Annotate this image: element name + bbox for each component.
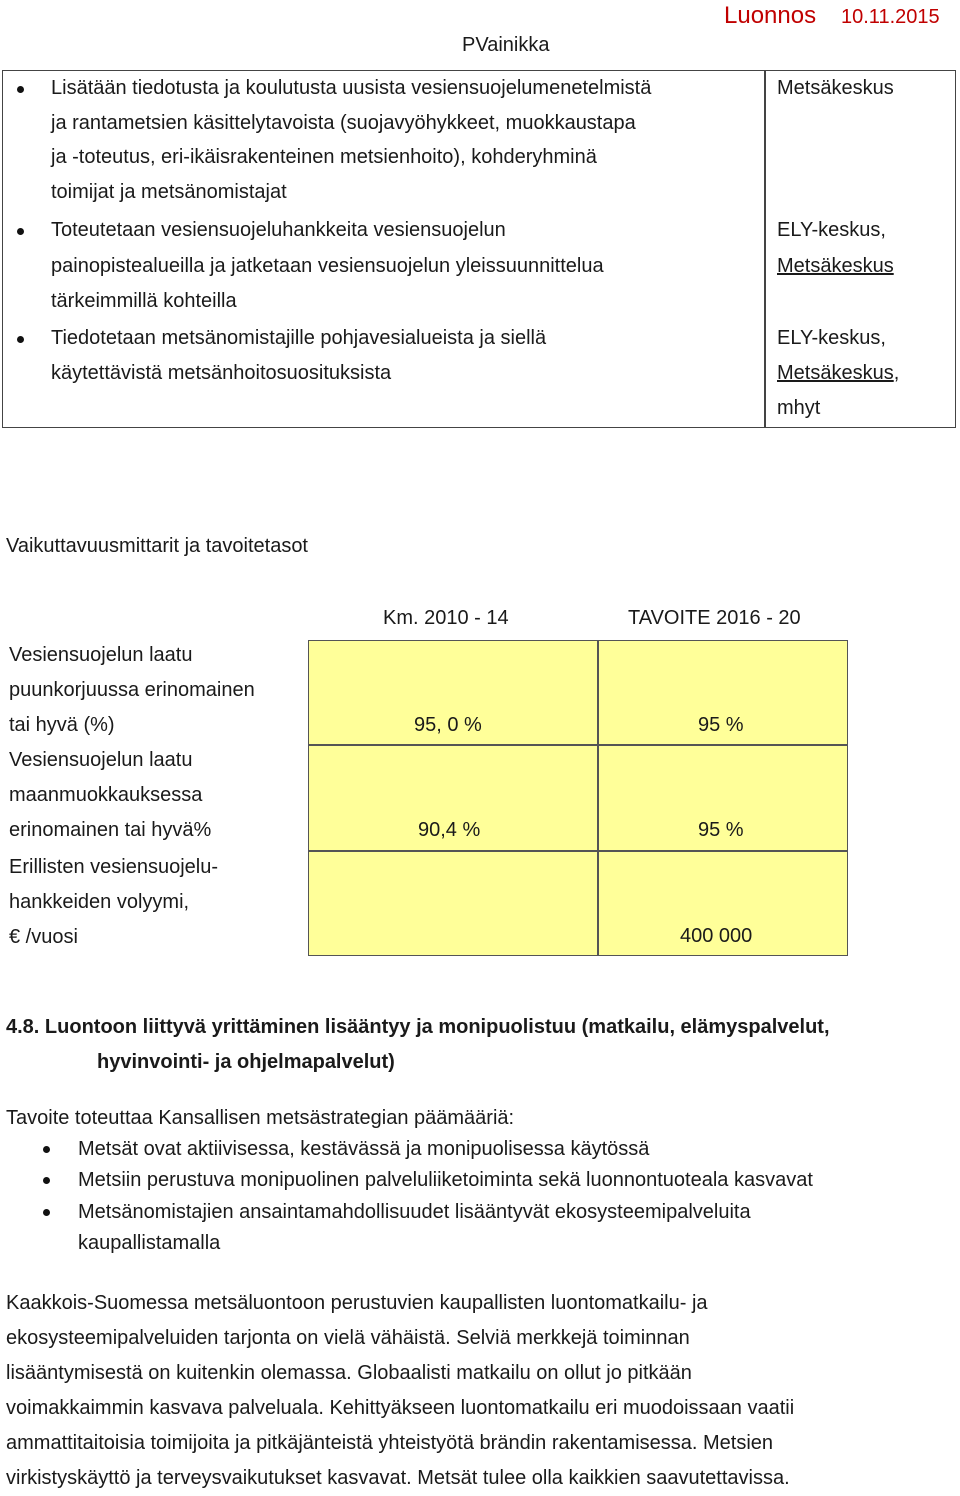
indicator-2-average: 90,4 % — [418, 819, 481, 841]
measure-2-actor-1: ELY-keskus, — [777, 219, 886, 241]
measure-3-actor-2-comma: , — [893, 362, 900, 384]
goal-1: Metsät ovat aktiivisessa, kestävässä ja monipuolisessa käytössä — [78, 1138, 650, 1160]
indicator-row-divider — [308, 850, 848, 852]
indicator-1-label-1: Vesiensuojelun laatu — [9, 644, 193, 666]
indicator-2-label-3: erinomainen tai hyvä% — [9, 819, 212, 841]
bullet-icon — [17, 228, 24, 235]
section-heading-line-2: hyvinvointi- ja ohjelmapalvelut) — [97, 1051, 395, 1073]
measure-1-line-1: Lisätään tiedotusta ja koulutusta uusista vesiensuojelumenetelmistä — [51, 77, 652, 99]
bullet-icon — [43, 1209, 50, 1216]
measure-3-actor-2: Metsäkeskus — [777, 362, 894, 384]
measure-2-line-1: Toteutetaan vesiensuojeluhankkeita vesiensuojelun — [51, 219, 506, 241]
indicator-1-label-3: tai hyvä (%) — [9, 714, 115, 736]
paragraph-line-3: lisääntymisestä on kuitenkin olemassa. Globaalisti matkailu on ollut jo pitkään — [6, 1362, 692, 1384]
measure-2-line-3: tärkeimmillä kohteilla — [51, 290, 237, 312]
measure-3-line-2: käytettävistä metsänhoitosuosituksista — [51, 362, 392, 384]
indicator-3-target: 400 000 — [680, 925, 753, 947]
goal-3-line-2: kaupallistamalla — [78, 1232, 221, 1254]
indicator-2-label-2: maanmuokkauksessa — [9, 784, 203, 806]
col-header-average: Km. 2010 - 14 — [383, 607, 509, 629]
draft-date: 10.11.2015 — [841, 6, 940, 28]
measure-3-actor-3: mhyt — [777, 397, 821, 419]
indicator-1-label-2: puunkorjuussa erinomainen — [9, 679, 255, 701]
col-header-target: TAVOITE 2016 - 20 — [628, 607, 801, 629]
section-heading-line-1: 4.8. Luontoon liittyvä yrittäminen lisääntyy ja monipuolistuu (matkailu, elämyspalvelut, — [6, 1016, 830, 1038]
indicator-3-label-1: Erillisten vesiensuojelu- — [9, 856, 218, 878]
measure-3-actor-1: ELY-keskus, — [777, 327, 886, 349]
paragraph-line-5: ammattitaitoisia toimijoita ja pitkäjänteistä yhteistyötä brändin rakentamisessa. Metsien — [6, 1432, 774, 1454]
draft-label: Luonnos — [724, 2, 817, 29]
paragraph-line-6: virkistyskäyttö ja terveysvaikutukset kasvavat. Metsät tulee olla kaikkien saavutettavissa. — [6, 1467, 790, 1489]
bullet-icon — [43, 1146, 50, 1153]
measure-2-line-2: painopistealueilla ja jatketaan vesiensuojelun yleissuunnittelua — [51, 255, 604, 277]
indicator-col-divider — [597, 640, 599, 956]
goal-intro: Tavoite toteuttaa Kansallisen metsästrategian päämääriä: — [6, 1107, 515, 1129]
indicator-row-divider — [308, 744, 848, 746]
header-title: PVainikka — [462, 34, 550, 56]
measure-1-line-2: ja rantametsien käsittelytavoista (suojavyöhykkeet, muokkaustapa — [51, 112, 636, 134]
indicator-3-label-3: € /vuosi — [9, 926, 78, 948]
bullet-icon — [43, 1177, 50, 1184]
indicator-table — [308, 640, 848, 956]
measures-table-divider — [764, 70, 766, 428]
paragraph-line-1: Kaakkois-Suomessa metsäluontoon perustuvien kaupallisten luontomatkailu- ja — [6, 1292, 708, 1314]
indicator-3-label-2: hankkeiden volyymi, — [9, 891, 190, 913]
bullet-icon — [17, 336, 24, 343]
measure-3-line-1: Tiedotetaan metsänomistajille pohjavesialueista ja siellä — [51, 327, 547, 349]
paragraph-line-4: voimakkaimmin kasvava palveluala. Kehittyäkseen luontomatkailu eri muodoissaan vaatii — [6, 1397, 795, 1419]
measure-2-actor-2: Metsäkeskus — [777, 255, 894, 277]
paragraph-line-2: ekosysteemipalveluiden tarjonta on vielä vähäistä. Selviä merkkejä toiminnan — [6, 1327, 690, 1349]
indicator-1-average: 95, 0 % — [414, 714, 482, 736]
measure-1-actor: Metsäkeskus — [777, 77, 894, 99]
measure-1-line-4: toimijat ja metsänomistajat — [51, 181, 287, 203]
measure-3-actor-2-row — [777, 356, 899, 390]
indicator-1-target: 95 % — [698, 714, 744, 736]
goal-3-line-1: Metsänomistajien ansaintamahdollisuudet lisääntyvät ekosysteemipalveluita — [78, 1201, 751, 1223]
bullet-icon — [17, 86, 24, 93]
indicators-section-label: Vaikuttavuusmittarit ja tavoitetasot — [6, 535, 308, 557]
goal-2: Metsiin perustuva monipuolinen palveluliiketoiminta sekä luonnontuoteala kasvavat — [78, 1169, 813, 1191]
indicator-2-target: 95 % — [698, 819, 744, 841]
indicator-2-label-1: Vesiensuojelun laatu — [9, 749, 193, 771]
measure-1-line-3: ja -toteutus, eri-ikäisrakenteinen metsienhoito), kohderyhminä — [51, 146, 597, 168]
